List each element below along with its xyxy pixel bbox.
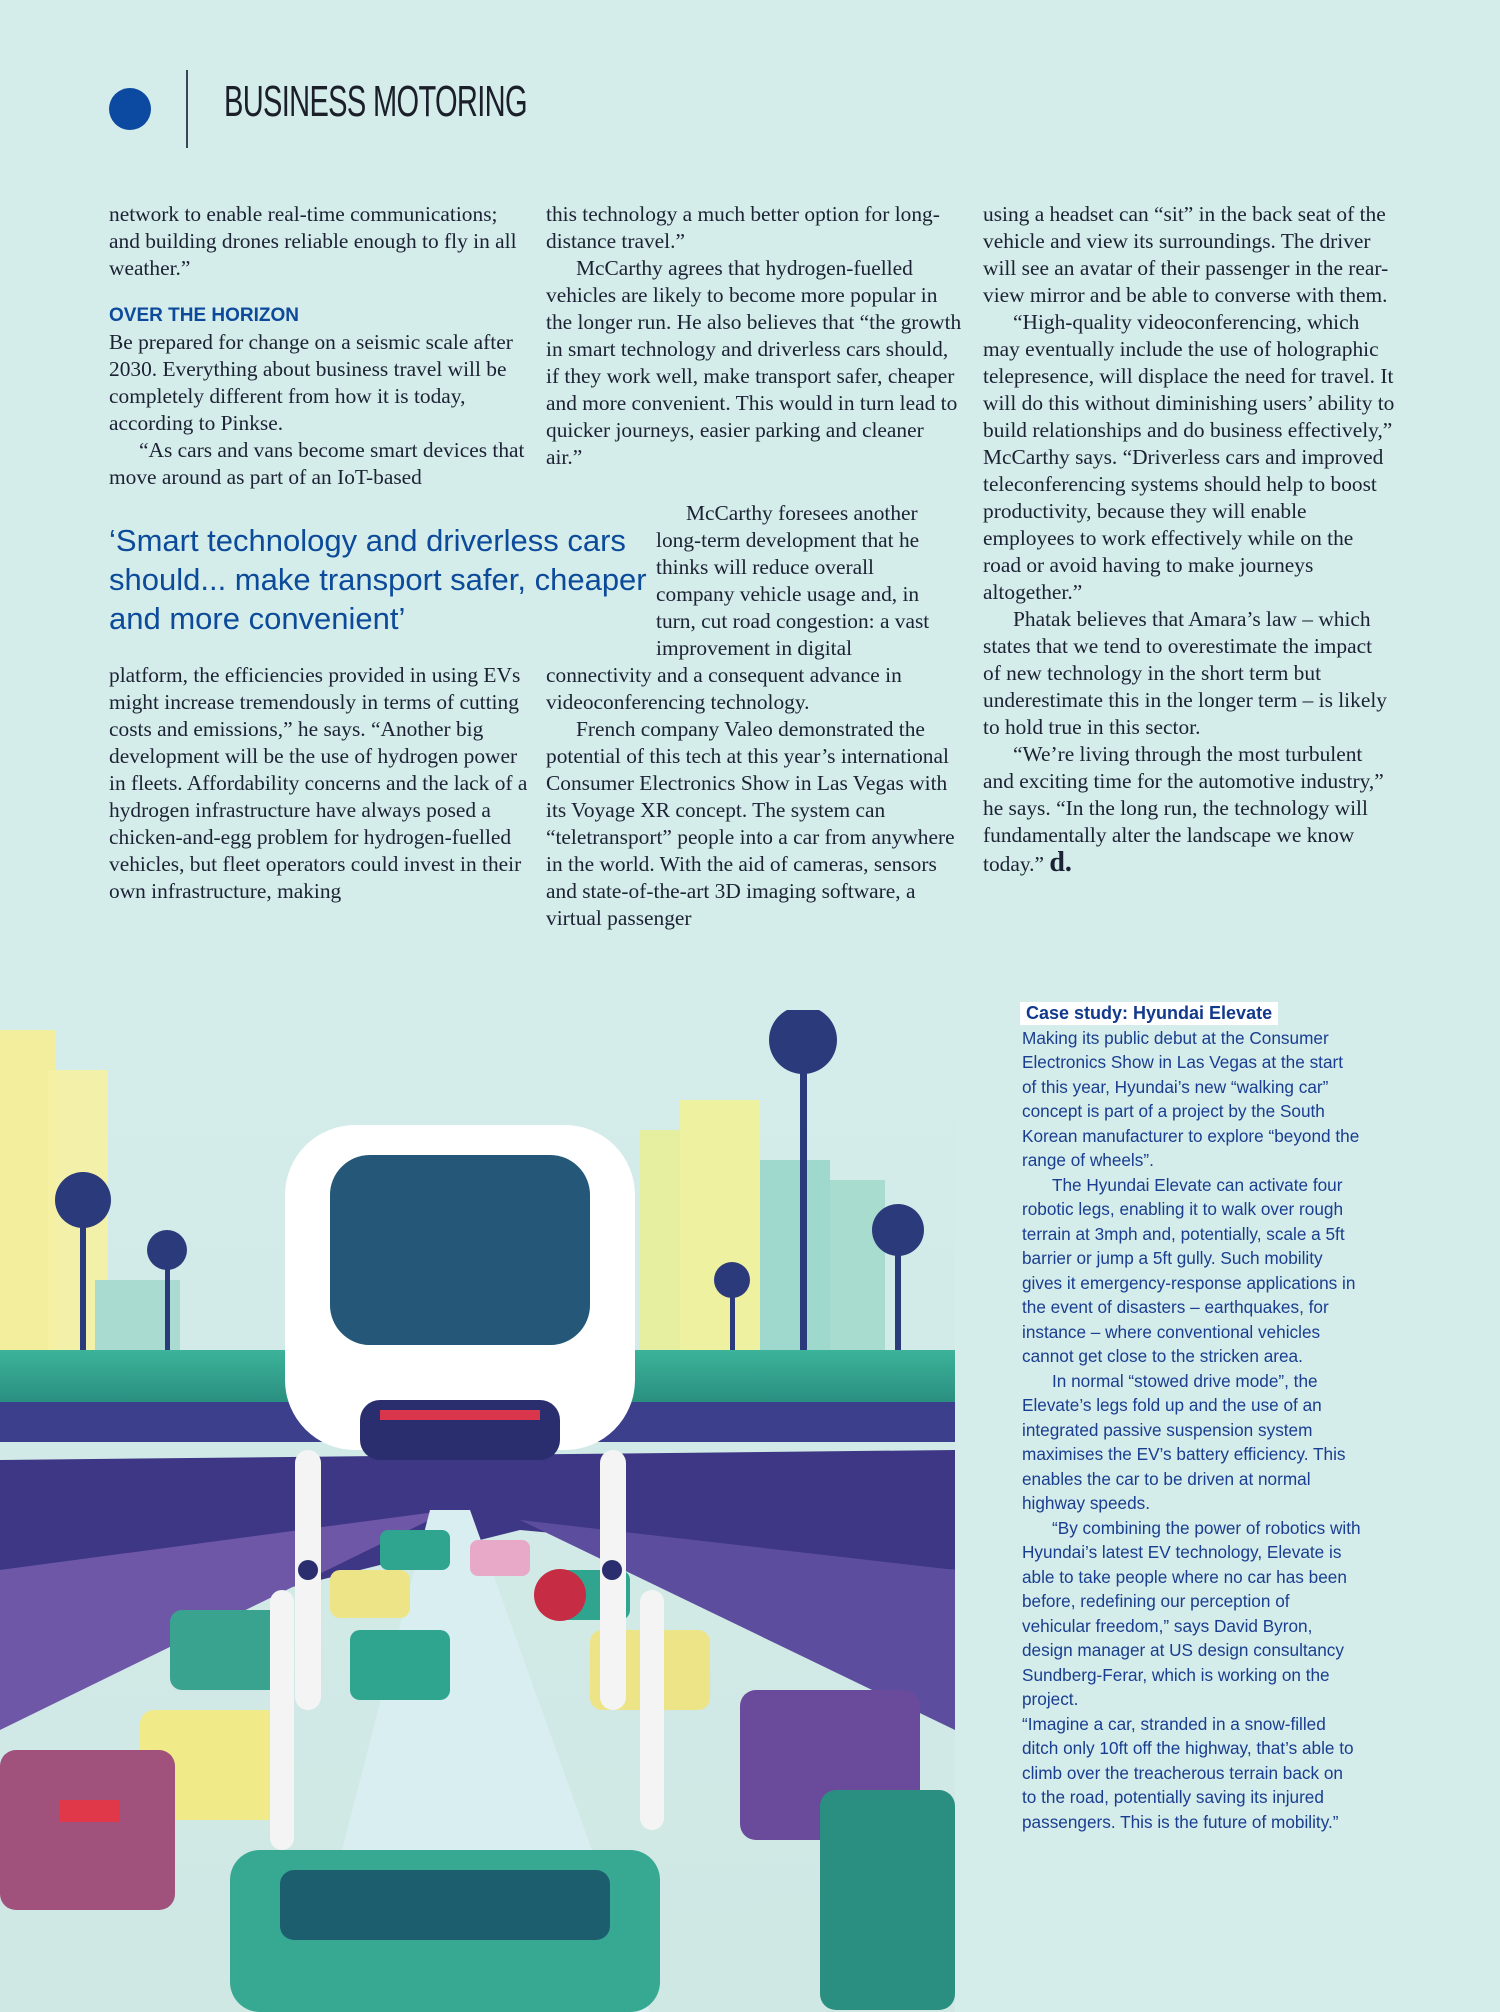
- column-2-wrap: [656, 500, 956, 662]
- paragraph-text: “We’re living through the most turbulent and exciting time for the automotive industry,” he says. “In the long run, the technology will fundamentally alter the landscape we know today.”: [983, 742, 1384, 876]
- paragraph: network to enable real-time communications; and building drones reliable enough to fly in all weather.”: [109, 202, 517, 280]
- column-3: [983, 201, 1395, 878]
- end-mark: d.: [1049, 847, 1072, 878]
- paragraph: French company Valeo demonstrated the potential of this tech at this year’s international Consumer Electronics Show in Las Vegas with its Voyage XR concept. The system can “teletransport” people into a car from anywhere in the world. With the aid of cameras, sensors and state-of-the-art 3D imaging software, a virtual passenger: [546, 717, 955, 930]
- header-divider: [186, 70, 188, 148]
- paragraph: connectivity and a consequent advance in videoconferencing technology.: [546, 663, 902, 714]
- section-title: BUSINESS MOTORING: [224, 77, 527, 126]
- case-paragraph: The Hyundai Elevate can activate four robotic legs, enabling it to walk over rough terrain at 3mph and, potentially, scale a 5ft barrier or jump a 5ft gully. Such mobility gives it emergency-response applications in the event of disasters – earthquakes, for instance – where conventional vehicles cannot get close to the stricken area.: [1022, 1174, 1356, 1366]
- case-paragraph: In normal “stowed drive mode”, the Elevate’s legs fold up and the use of an integrated passive suspension system maximises the EV’s battery efficiency. This enables the car to be driven at normal highway speeds.: [1022, 1370, 1346, 1513]
- column-2-top: [546, 201, 964, 471]
- paragraph: “High-quality videoconferencing, which may eventually include the use of holographic telepresence, will displace the need for travel. It will do this without diminishing users’ ability to build relationships and do business effectively,” McCarthy says. “Driverless cars and improved teleconferencing systems should help to boost productivity, because they will enable employees to work effectively while on the road or avoid having to make journeys altogether.”: [983, 310, 1395, 604]
- paragraph: Phatak believes that Amara’s law – which states that we tend to overestimate the impact of new technology in the short term but underestimate this in the longer term – is likely to hold true in this sector.: [983, 607, 1387, 739]
- subheading: OVER THE HORIZON: [109, 305, 300, 326]
- case-paragraph: Making its public debut at the Consumer Electronics Show in Las Vegas at the start of this year, Hyundai’s new “walking car” concept is part of a project by the South Korean manufacturer to explore “beyond the range of wheels”.: [1022, 1027, 1360, 1170]
- column-1-top: [109, 201, 529, 491]
- case-paragraph: “Imagine a car, stranded in a snow-filled ditch only 10ft off the highway, that’s able to climb over the treacherous terrain back on to the road, potentially saving its injured passengers. This is the future of mobility.”: [1022, 1713, 1354, 1832]
- pull-quote: ‘Smart technology and driverless cars should... make transport safer, cheaper and more convenient’: [109, 523, 647, 636]
- paragraph: Be prepared for change on a seismic scale after 2030. Everything about business travel will be completely different from how it is today, according to Pinkse.: [109, 330, 513, 435]
- paragraph: McCarthy foresees another long-term development that he thinks will reduce overall company vehicle usage and, in turn, cut road congestion: a vast improvement in digital: [656, 501, 930, 660]
- case-study-title: Case study: Hyundai Elevate: [1020, 1002, 1278, 1025]
- paragraph: platform, the efficiencies provided in using EVs might increase tremendously in terms of cutting costs and emissions,” he says. “Another big development will be the use of hydrogen power in fleets. Affordability concerns and the lack of a hydrogen infrastructure have always posed a chicken-and-egg problem for hydrogen-fuelled vehicles, but fleet operators could invest in their own infrastructure, making: [109, 663, 528, 903]
- column-2-bottom: [546, 662, 964, 932]
- section-dot: [109, 88, 151, 130]
- paragraph: using a headset can “sit” in the back seat of the vehicle and view its surroundings. The driver will see an avatar of their passenger in the rear-view mirror and be able to converse with them.: [983, 202, 1389, 307]
- column-1-bottom: [109, 662, 529, 905]
- paragraph: “As cars and vans become smart devices that move around as part of an IoT-based: [109, 438, 525, 489]
- case-study-box: [1022, 1001, 1362, 1834]
- walking-car-illustration: [0, 1010, 955, 2012]
- paragraph: McCarthy agrees that hydrogen-fuelled vehicles are likely to become more popular in the longer run. He also believes that “the growth in smart technology and driverless cars should, if they work well, make transport safer, cheaper and more convenient. This would in turn lead to quicker journeys, easier parking and cleaner air.”: [546, 256, 962, 469]
- paragraph: this technology a much better option for long-distance travel.”: [546, 202, 940, 253]
- paragraph: [983, 741, 1395, 878]
- case-paragraph: “By combining the power of robotics with Hyundai’s latest EV technology, Elevate is able to take people where no car has been before, redefining our perception of vehicular freedom,” says David Byron, design manager at US design consultancy Sundberg-Ferar, which is working on the project.: [1022, 1517, 1361, 1709]
